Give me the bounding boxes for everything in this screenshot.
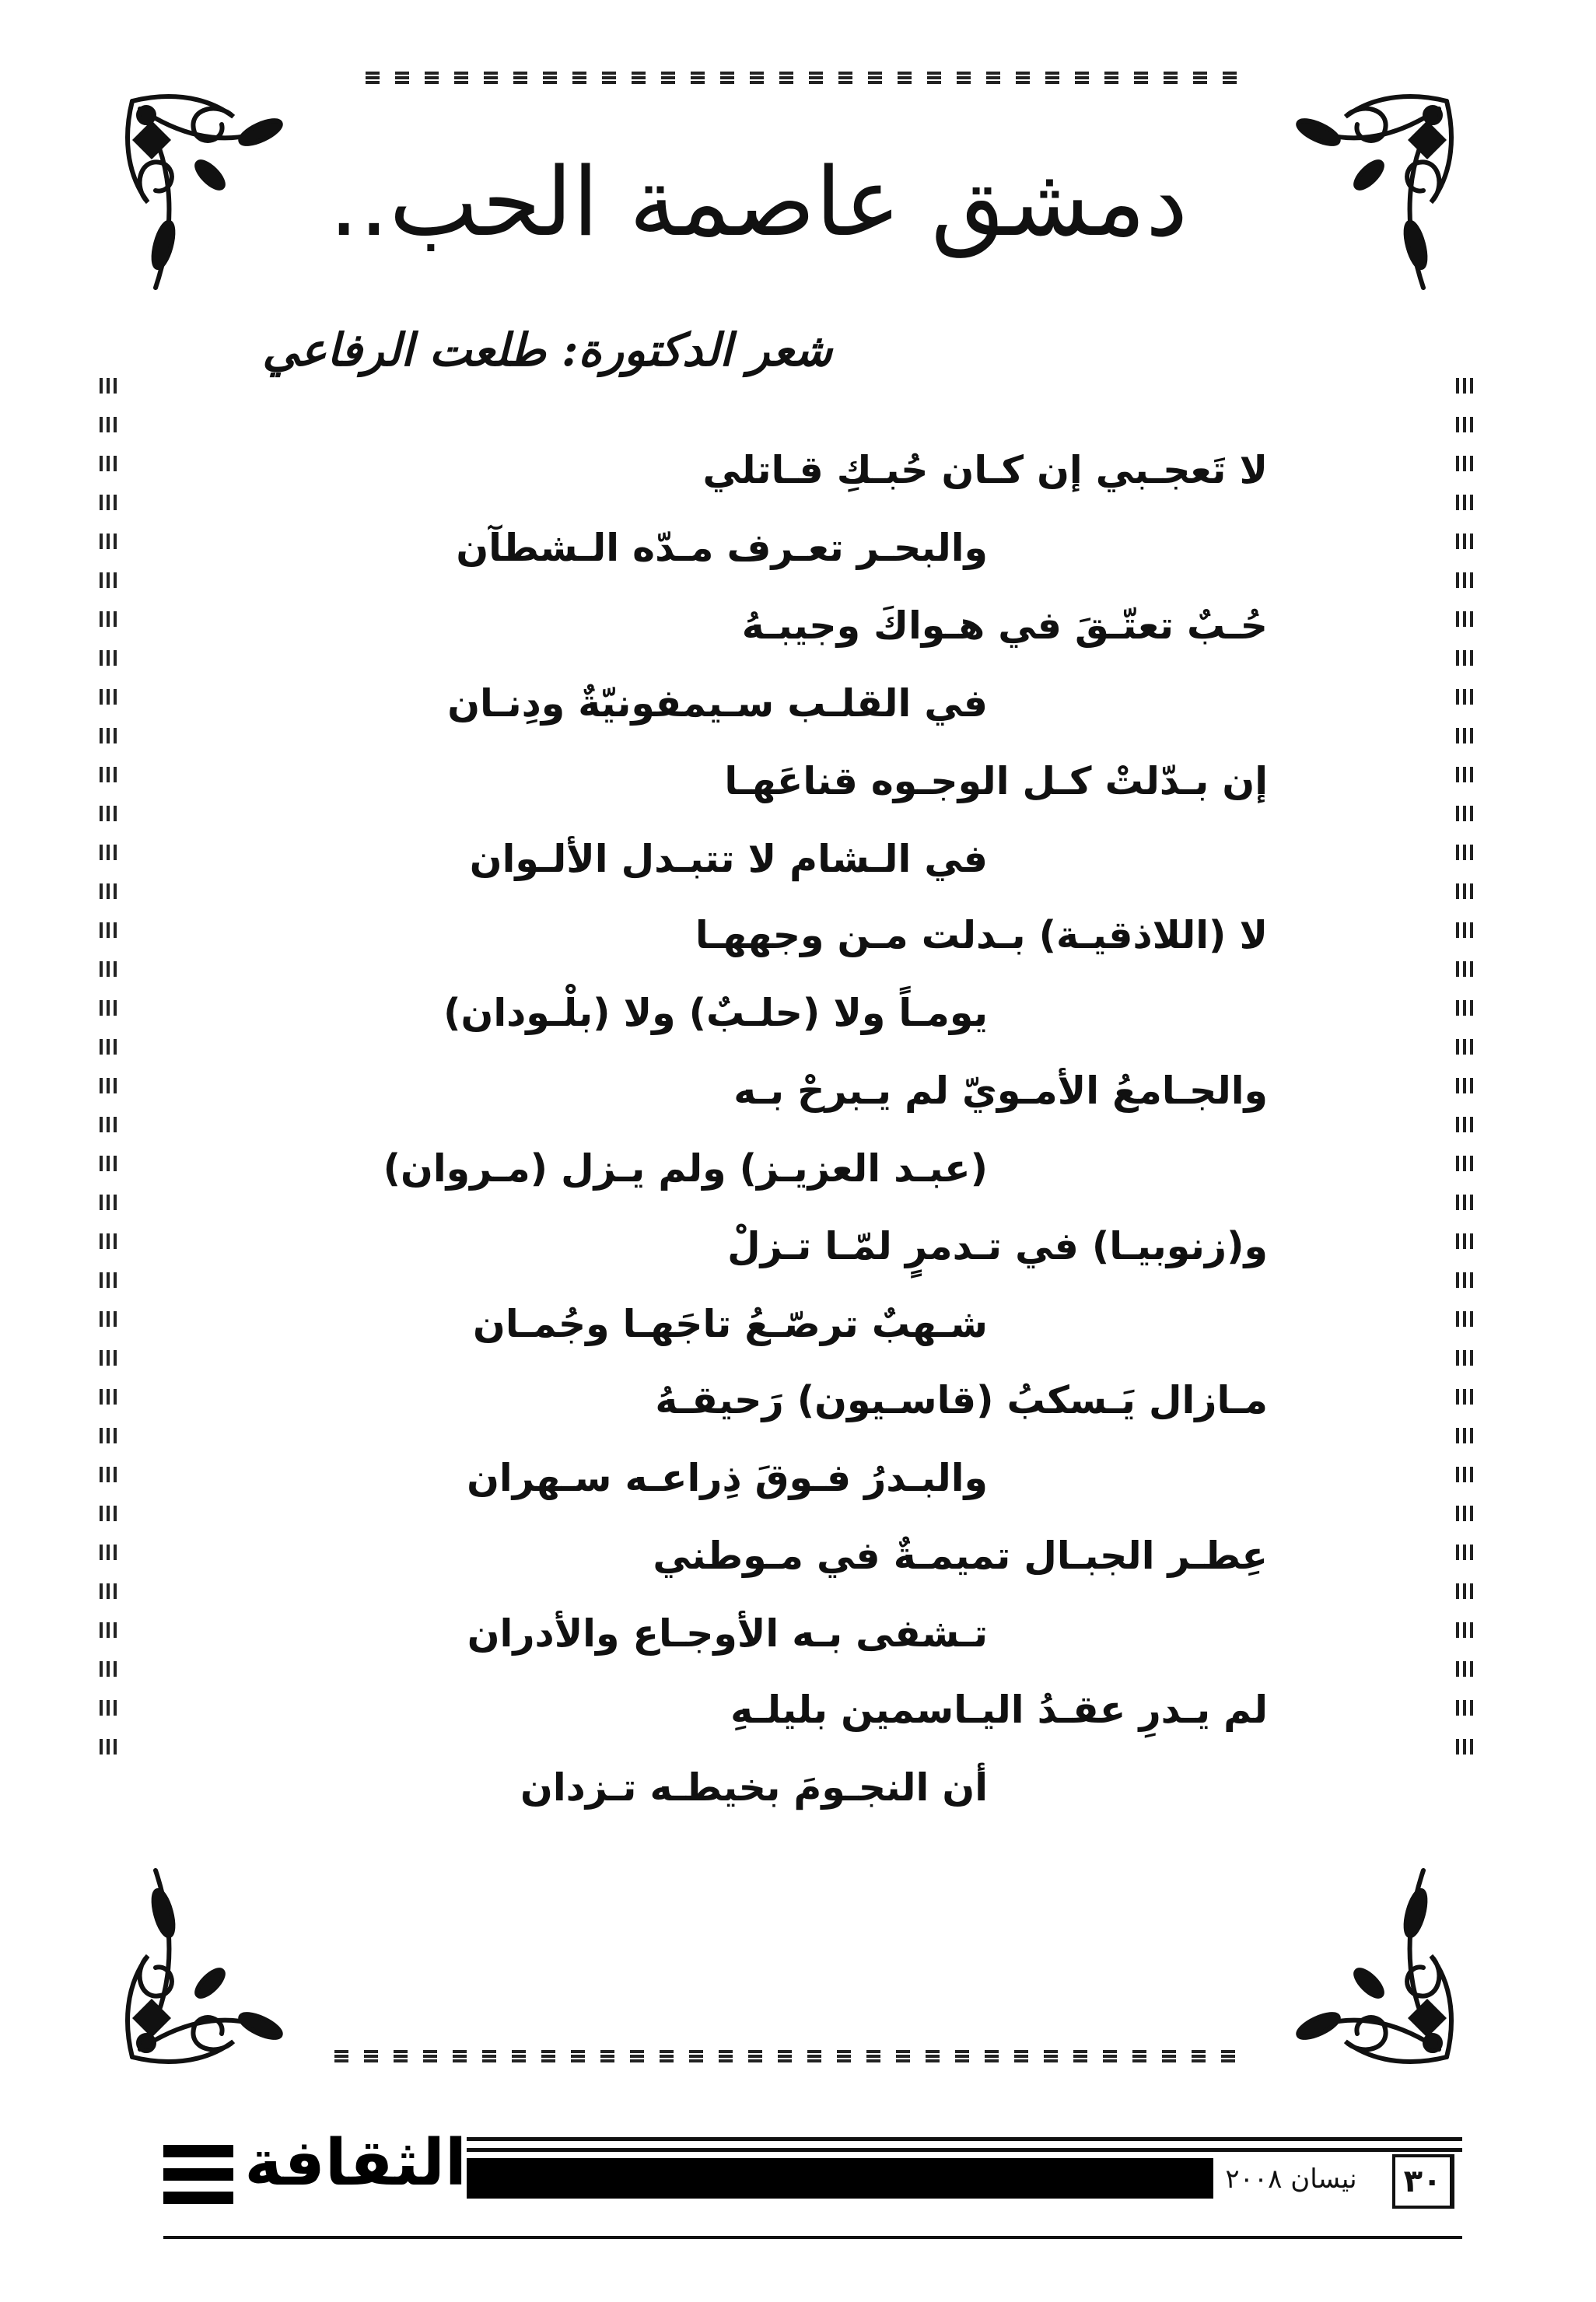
poem-line: والبـدرُ فـوقَ ذِراعـه سـهران bbox=[467, 1456, 988, 1500]
poem-body bbox=[311, 443, 1268, 1843]
corner-ornament-top-left-icon bbox=[117, 86, 303, 303]
right-dashed-border bbox=[1456, 378, 1473, 1778]
poem-line: (عبـد العزيـز) ولم يـزل (مـروان) bbox=[383, 1146, 988, 1191]
poem-line: إن بـدّلتْ كـل الوجـوه قناعَهـا bbox=[724, 759, 1268, 803]
poem-line: يومـاً ولا (حلـبٌ) ولا (بلْـودان) bbox=[443, 991, 988, 1035]
corner-ornament-bottom-right-icon bbox=[1276, 1855, 1462, 2073]
poem-line: تـشفى بـه الأوجـاع والأدران bbox=[467, 1611, 988, 1656]
footer-rule bbox=[467, 2148, 1462, 2152]
footer-rule bbox=[467, 2137, 1462, 2141]
corner-ornament-top-right-icon bbox=[1276, 86, 1462, 303]
poem-line: شـهبٌ ترصّـعُ تاجَهـا وجُمـان bbox=[473, 1302, 988, 1346]
poem-line: والجـامعُ الأمـويّ لم يـبرحْ بـه bbox=[733, 1069, 1268, 1113]
footer-thick-bar bbox=[467, 2158, 1213, 2199]
poem-author: شعر الدكتورة: طلعت الرفاعي bbox=[262, 324, 832, 376]
poem-line: والبحـر تعـرف مـدّه الـشطآن bbox=[456, 526, 988, 570]
poem-line: لم يـدرِ عقـدُ اليـاسمين بليلـهِ bbox=[730, 1688, 1268, 1732]
logo-bar bbox=[163, 2192, 233, 2204]
poem-line: لا (اللاذقيـة) بـدلت مـن وجههـا bbox=[695, 913, 1268, 957]
footer-bottom-rule bbox=[163, 2236, 1462, 2239]
poem-line: أن النجـومَ بخيطـه تـزدان bbox=[520, 1765, 988, 1810]
poem-line: حُـبٌ تعتّـقَ في هـواكَ وجيبـهُ bbox=[741, 603, 1268, 648]
page-footer bbox=[156, 2126, 1462, 2248]
magazine-name: الثقافة bbox=[244, 2126, 467, 2200]
left-dashed-border bbox=[100, 378, 117, 1762]
issue-date: نيسان ٢٠٠٨ bbox=[1225, 2164, 1357, 2195]
poem-line: في القلـب سـيمفونيّةٌ ودِنـان bbox=[447, 681, 988, 726]
top-dashed-border bbox=[366, 72, 1237, 84]
poem-line: في الـشام لا تتبـدل الألـوان bbox=[469, 837, 988, 881]
poem-line: مـازال يَـسكبُ (قاسـيون) رَحيقـهُ bbox=[655, 1378, 1268, 1422]
logo-bar bbox=[163, 2168, 233, 2181]
poem-title: دمشق عاصمة الحب.. bbox=[328, 147, 1188, 257]
logo-bar bbox=[163, 2145, 233, 2157]
magazine-logo bbox=[156, 2126, 467, 2209]
corner-ornament-bottom-left-icon bbox=[117, 1855, 303, 2073]
poem-line: و(زنوبيـا) في تـدمرٍ لمّـا تـزلْ bbox=[727, 1224, 1268, 1268]
bottom-dashed-border bbox=[334, 2050, 1237, 2062]
page-number: ٣٠ bbox=[1392, 2154, 1454, 2209]
poem-line: لا تَعجـبي إن كـان حُبـكِ قـاتلي bbox=[702, 448, 1268, 492]
poem-line: عِطـر الجبـال تميمـةٌ في مـوطني bbox=[653, 1534, 1268, 1578]
